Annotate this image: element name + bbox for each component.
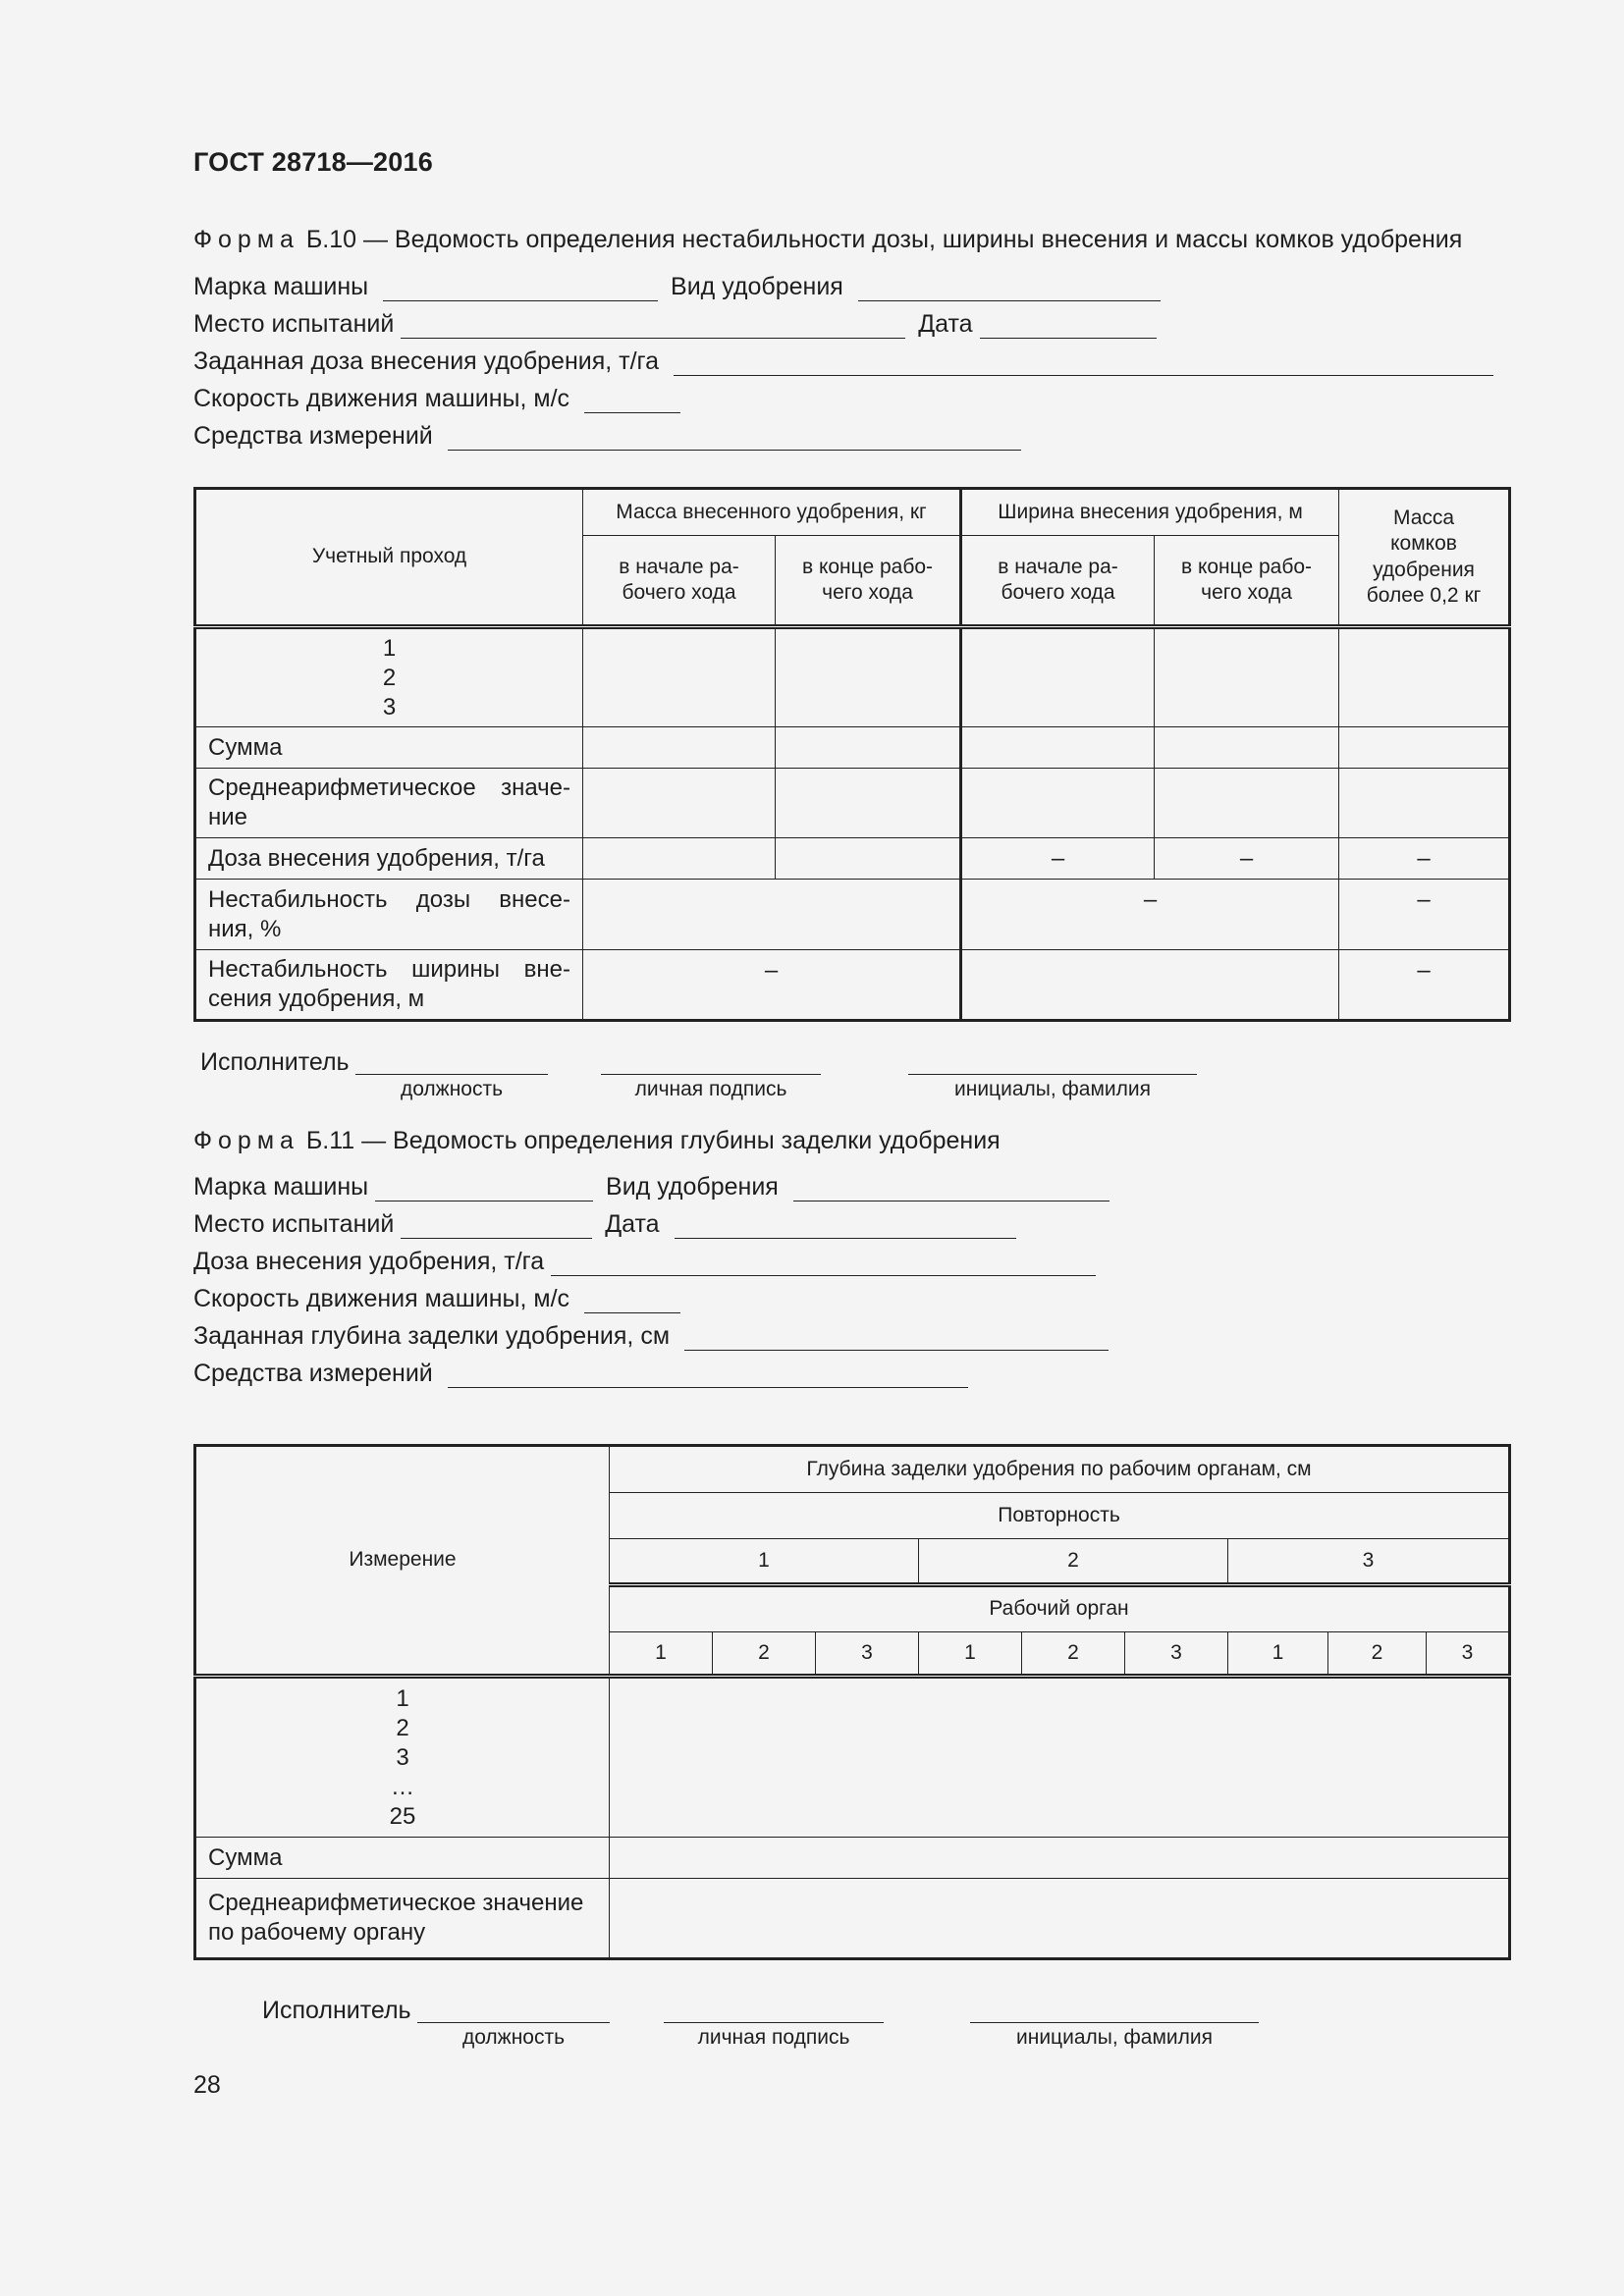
field-row-brand [193,273,1161,302]
cell[interactable] [1339,727,1510,769]
cell[interactable] [1155,769,1339,838]
position-line[interactable] [417,2022,610,2023]
field-label-tools: Средства измерений [193,422,433,450]
measure-number: 1 [396,1684,409,1712]
organ-number: 2 [1022,1632,1125,1677]
cell[interactable] [776,769,961,838]
header-repeat: Повторность [610,1493,1510,1539]
cell[interactable] [1339,627,1510,727]
name-caption: инициалы, фамилия [954,1078,1151,1100]
field-label-speed: Скорость движения машины, м/с [193,1285,570,1312]
repeat-number: 3 [1228,1539,1510,1585]
form-word: Форма [193,1127,299,1154]
cell[interactable] [1155,627,1339,727]
tools-input-line[interactable] [448,1364,968,1388]
organ-number: 1 [610,1632,713,1677]
dash-cell: – [1339,880,1510,950]
data-area[interactable] [610,1838,1510,1879]
cell[interactable] [1339,769,1510,838]
page-number: 28 [193,2071,221,2099]
field-label-date: Дата [605,1210,660,1238]
field-row-place [193,310,1157,340]
position-caption: должность [461,2026,566,2049]
organ-number: 1 [919,1632,1022,1677]
header-mass: Масса внесенного удобрения, кг [583,489,961,536]
date-input-line[interactable] [980,315,1157,339]
document-header: ГОСТ 28718—2016 [193,147,433,177]
field-row-dose [193,347,1493,377]
measure-number: 2 [396,1714,409,1741]
name-caption: инициалы, фамилия [1016,2026,1213,2049]
brand-input-line[interactable] [375,1178,593,1201]
field-label-fert: Вид удобрения [671,273,843,300]
field-row-speed [193,385,680,414]
header-depth: Глубина заделки удобрения по рабочим органам, см [610,1446,1510,1493]
data-area[interactable] [610,1677,1510,1838]
field-label-depth: Заданная глубина заделки удобрения, см [193,1322,671,1350]
form-b11-title [193,1127,1001,1155]
row-mean-label: Среднеарифметическое значе-ние [195,769,583,838]
header-width: Ширина внесения удобрения, м [961,489,1339,536]
field-row-tools [193,1360,968,1389]
field-row-place [193,1210,1016,1240]
header-width-end: в конце рабо-чего хода [1155,536,1339,627]
signature-line[interactable] [664,2022,884,2023]
field-label-fert: Вид удобрения [606,1173,779,1201]
measure-number: 25 [389,1802,416,1830]
header-mass-start: в начале ра-бочего хода [583,536,776,627]
pass-numbers [195,627,583,727]
field-label-dose: Доза внесения удобрения, т/га [193,1248,545,1275]
dash-cell: – [961,880,1339,950]
form-title-text: Б.11 — Ведомость определения глубины заделки удобрения [305,1127,1001,1154]
signature-caption: личная подпись [697,2026,850,2049]
cell[interactable] [961,769,1155,838]
cell[interactable] [583,838,776,880]
organ-number: 1 [1228,1632,1328,1677]
cell[interactable] [1155,727,1339,769]
fert-input-line[interactable] [793,1178,1110,1201]
signer-label: Исполнитель [200,1048,350,1076]
speed-input-line[interactable] [584,390,680,413]
field-row-speed [193,1285,680,1314]
speed-input-line[interactable] [584,1290,680,1313]
measure-number: 3 [396,1743,409,1771]
field-row-dose [193,1248,1096,1277]
form-word: Форма [193,226,299,253]
date-input-line[interactable] [675,1215,1016,1239]
field-label-dose: Заданная доза внесения удобрения, т/га [193,347,660,375]
position-caption: должность [400,1078,504,1100]
cell[interactable] [583,769,776,838]
row-sum-label: Сумма [195,1838,610,1879]
organ-number: 3 [1427,1632,1510,1677]
dash-cell: – [583,950,961,1021]
header-pass: Учетный проход [195,489,583,627]
pass-number: 1 [382,634,397,662]
cell[interactable] [776,727,961,769]
pass-number: 3 [382,693,397,721]
data-area[interactable] [610,1879,1510,1959]
dash-cell: – [1339,950,1510,1021]
cell[interactable] [961,727,1155,769]
cell[interactable] [583,880,961,950]
dash-cell: – [1339,838,1510,880]
field-row-brand [193,1173,1110,1202]
name-line[interactable] [908,1074,1197,1075]
header-mass-end: в конце рабо-чего хода [776,536,961,627]
signature-caption: личная подпись [634,1078,787,1100]
depth-input-line[interactable] [684,1327,1109,1351]
repeat-number: 2 [919,1539,1228,1585]
field-label-date: Дата [918,310,973,338]
field-row-tools [193,422,1021,452]
organ-number: 3 [1125,1632,1228,1677]
place-input-line[interactable] [401,315,905,339]
header-measure: Измерение [195,1446,610,1677]
header-width-start: в начале ра-бочего хода [961,536,1155,627]
field-row-depth [193,1322,1109,1352]
position-line[interactable] [355,1074,548,1075]
dash-cell: – [961,838,1155,880]
row-dose-label: Доза внесения удобрения, т/га [195,838,583,880]
cell[interactable] [961,627,1155,727]
pass-number: 2 [382,664,397,691]
field-label-brand: Марка машины [193,273,369,300]
field-label-tools: Средства измерений [193,1360,433,1387]
organ-number: 2 [1328,1632,1427,1677]
cell[interactable] [583,627,776,727]
dose-input-line[interactable] [674,352,1493,376]
field-label-brand: Марка машины [193,1173,369,1201]
repeat-number: 1 [610,1539,919,1585]
tools-input-line[interactable] [448,427,1021,451]
signature-line[interactable] [601,1074,821,1075]
dash-cell: – [1155,838,1339,880]
measure-numbers [195,1677,610,1838]
cell[interactable] [583,727,776,769]
row-inst-dose-label: Нестабильность дозы внесе-ния, % [195,880,583,950]
cell[interactable] [776,838,961,880]
organ-number: 3 [816,1632,919,1677]
place-input-line[interactable] [401,1215,592,1239]
field-label-place: Место испытаний [193,1210,395,1238]
form-b11-table [193,1444,1511,1960]
form-b10-table [193,487,1511,1022]
form-title-text: Б.10 — Ведомость определения нестабильности дозы, ширины внесения и массы комков удобрения [305,226,1463,253]
measure-number: … [391,1773,414,1800]
name-line[interactable] [970,2022,1259,2023]
row-inst-width-label: Нестабильность ширины вне-сения удобрения, м [195,950,583,1021]
dose-input-line[interactable] [551,1253,1096,1276]
field-label-speed: Скорость движения машины, м/с [193,385,570,412]
row-sum-label: Сумма [195,727,583,769]
header-organ: Рабочий орган [610,1585,1510,1632]
cell[interactable] [776,627,961,727]
header-lumps: Масса комков удобрения более 0,2 кг [1339,489,1510,627]
brand-input-line[interactable] [383,278,658,301]
signer-label: Исполнитель [262,1997,411,2024]
field-label-place: Место испытаний [193,310,395,338]
form-b10-title [193,226,1462,254]
cell[interactable] [961,950,1339,1021]
organ-number: 2 [713,1632,816,1677]
fert-input-line[interactable] [858,278,1161,301]
row-mean-label: Среднеарифметическое значение по рабочему органу [195,1879,610,1959]
